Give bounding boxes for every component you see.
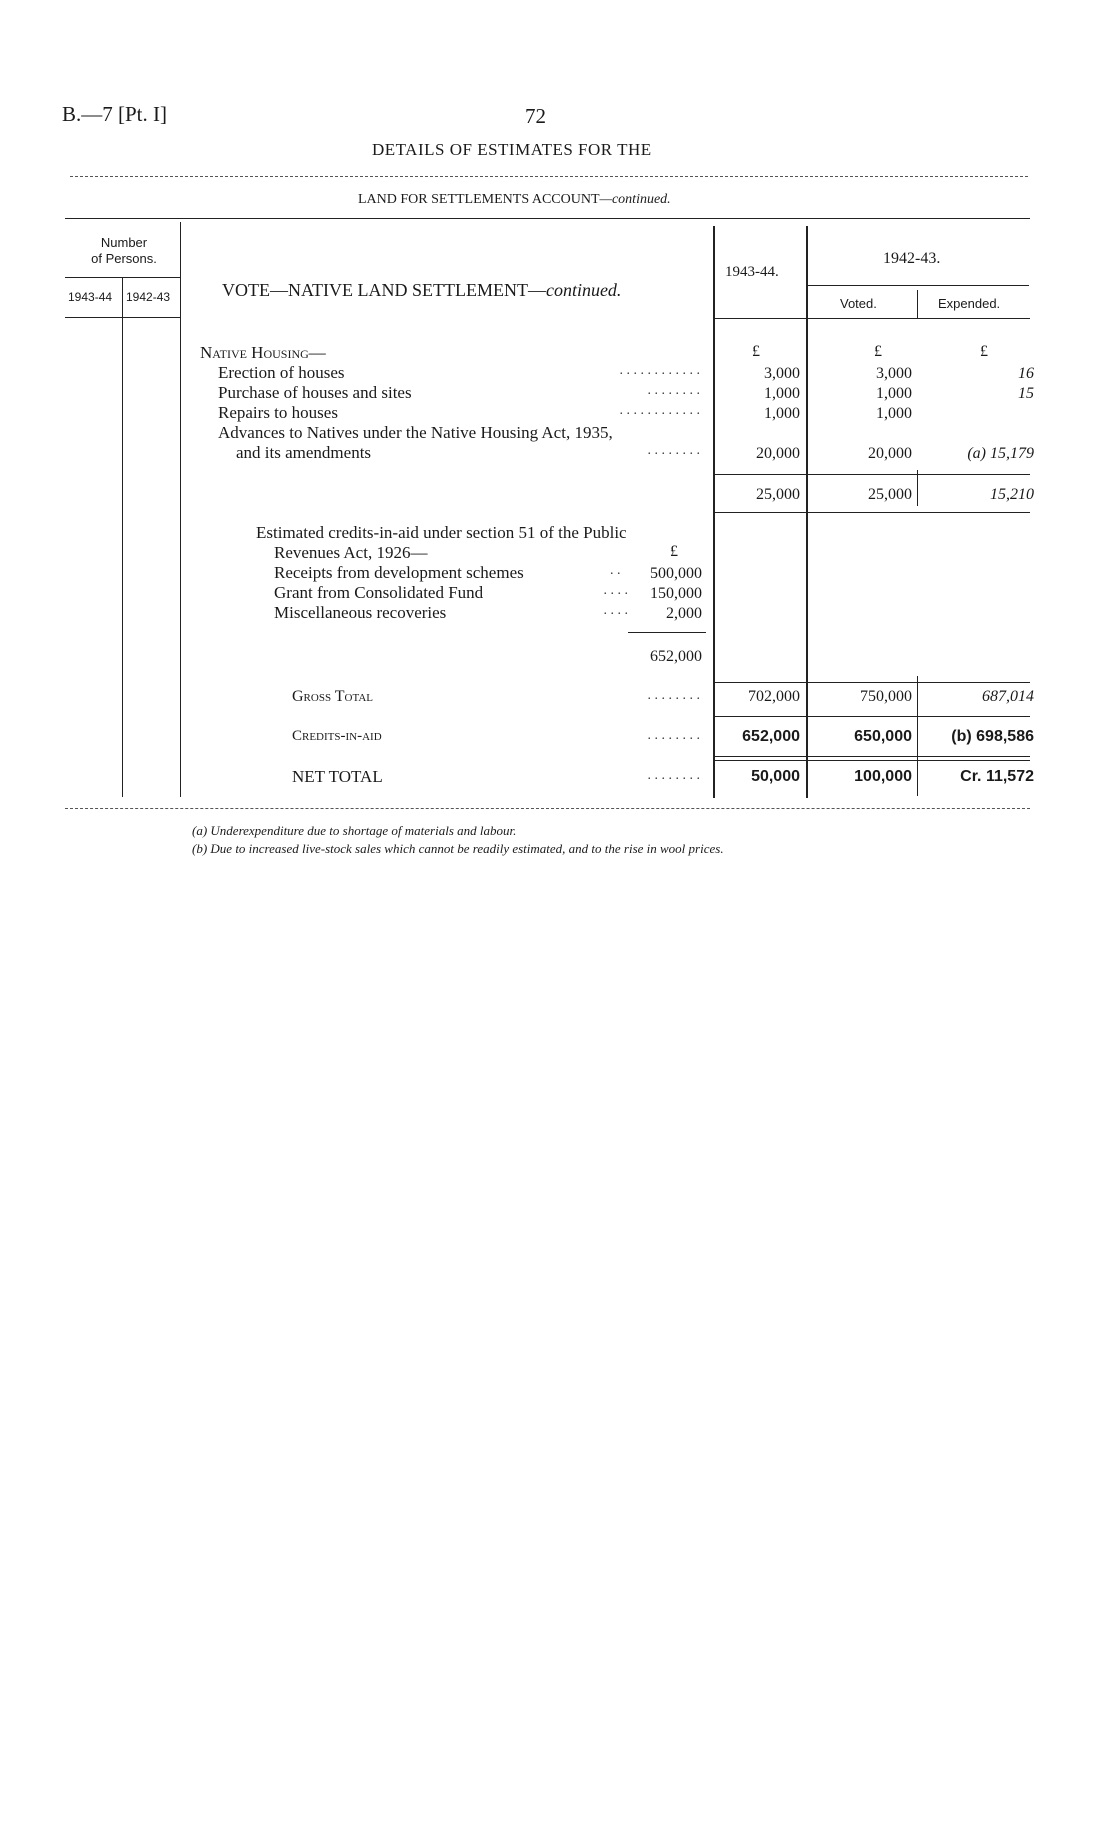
credits-in-aid-dots: . . . . . . . . xyxy=(647,728,700,743)
vote-title-main: VOTE—NATIVE LAND SETTLEMENT— xyxy=(222,280,546,300)
gross-total-top-rule xyxy=(714,682,1030,683)
net-total-top-rule-2 xyxy=(714,760,1030,761)
col-expended-left-3 xyxy=(917,676,918,796)
credits-in-aid-expended: (b) 698,586 xyxy=(951,728,1034,745)
currency-expended: £ xyxy=(980,343,988,360)
credits-in-aid-label: Credits-in-aid xyxy=(292,728,382,744)
item-label: Purchase of houses and sites xyxy=(218,383,412,402)
vote-title-suffix: continued. xyxy=(545,280,622,300)
table-head-bottom-rule xyxy=(714,318,1030,319)
col-voted-header: Voted. xyxy=(840,296,877,311)
item-dots: . . . . . . . . xyxy=(647,443,700,458)
page-reference: B.—7 [Pt. I] xyxy=(62,102,167,126)
gross-total-voted: 750,000 xyxy=(860,688,912,705)
item-expended: 16 xyxy=(1018,365,1034,382)
item-row-purchase xyxy=(218,383,412,403)
credits-in-aid-voted: 650,000 xyxy=(854,728,912,745)
credits-intro-1: Estimated credits-in-aid under section 51 of the Public xyxy=(256,523,627,542)
item-voted: 1,000 xyxy=(876,385,912,402)
persons-inner-divider xyxy=(122,278,123,797)
prev-year-rule xyxy=(807,285,1029,286)
persons-head-rule xyxy=(65,277,181,278)
subtotal-rule xyxy=(714,474,1030,475)
item-row-repairs xyxy=(218,403,338,423)
credits-total-top-rule xyxy=(714,716,1030,717)
subtotal-current: 25,000 xyxy=(756,486,800,503)
vote-title xyxy=(222,280,621,301)
subtotal-voted: 25,000 xyxy=(868,486,912,503)
persons-header xyxy=(70,235,178,267)
item-voted: 1,000 xyxy=(876,405,912,422)
persons-head-rule-2 xyxy=(65,317,181,318)
section-heading: Native Housing— xyxy=(200,343,326,362)
gross-total-expended: 687,014 xyxy=(982,688,1034,705)
item-current: 3,000 xyxy=(764,365,800,382)
item-current: 1,000 xyxy=(764,405,800,422)
page-number: 72 xyxy=(525,104,546,128)
item-label: and its amendments xyxy=(236,443,372,462)
credit-row-dots: . . . . xyxy=(603,603,628,618)
table-bottom-rule xyxy=(65,808,1030,809)
item-voted: 3,000 xyxy=(876,365,912,382)
item-label: Erection of houses xyxy=(218,363,345,382)
item-voted: 20,000 xyxy=(868,445,912,462)
credit-row-value: 150,000 xyxy=(650,585,702,602)
persons-label-1: Number xyxy=(100,235,148,250)
net-total-dots: . . . . . . . . xyxy=(647,768,700,783)
net-total-label: NET TOTAL xyxy=(292,767,383,786)
account-title xyxy=(358,192,671,208)
gross-total-label: Gross Total xyxy=(292,688,374,705)
persons-label-2: of Persons. xyxy=(91,251,157,266)
item-expended: (a) 15,179 xyxy=(967,445,1034,462)
gross-total-current: 702,000 xyxy=(748,688,800,705)
gross-total-dots: . . . . . . . . xyxy=(647,688,700,703)
account-name: LAND FOR SETTLEMENTS ACCOUNT xyxy=(358,192,600,207)
item-current: 1,000 xyxy=(764,385,800,402)
account-suffix: —continued. xyxy=(599,192,671,207)
col-expended-left xyxy=(917,290,918,318)
credits-currency: £ xyxy=(670,543,678,560)
page-title: DETAILS OF ESTIMATES FOR THE xyxy=(372,140,652,159)
col-current-header: 1943-44. xyxy=(725,264,779,280)
item-label: Advances to Natives under the Native Housing Act, 1935, xyxy=(218,423,613,442)
item-row-amendments xyxy=(236,443,371,463)
table-top-rule xyxy=(65,218,1030,219)
net-total-current: 50,000 xyxy=(751,768,800,785)
header-divider xyxy=(70,176,1028,177)
col-expended-left-2 xyxy=(917,470,918,506)
credits-in-aid-current: 652,000 xyxy=(742,728,800,745)
item-row-advances xyxy=(218,423,613,443)
subtotal-bottom-rule xyxy=(714,512,1030,513)
credits-sum-rule xyxy=(628,632,706,633)
subtotal-expended: 15,210 xyxy=(990,486,1034,503)
item-expended: 15 xyxy=(1018,385,1034,402)
credit-row-dots: . . . . xyxy=(603,583,628,598)
persons-col-1943: 1943-44 xyxy=(68,290,113,304)
credit-row-label: Receipts from development schemes xyxy=(274,563,524,582)
item-dots: . . . . . . . . . . . . xyxy=(619,363,700,378)
credit-row-value: 500,000 xyxy=(650,565,702,582)
credits-total: 652,000 xyxy=(650,648,702,665)
persons-divider xyxy=(180,222,181,797)
item-current: 20,000 xyxy=(756,445,800,462)
credit-row-label: Grant from Consolidated Fund xyxy=(274,583,484,602)
col-previous-header: 1942-43. xyxy=(883,250,941,267)
col-expended-header: Expended. xyxy=(938,296,1001,311)
net-total-expended: Cr. 11,572 xyxy=(960,768,1034,785)
persons-col-1942: 1942-43 xyxy=(126,290,171,304)
currency-voted: £ xyxy=(874,343,882,360)
credits-intro-2: Revenues Act, 1926— xyxy=(274,543,428,562)
item-row-erection xyxy=(218,363,345,383)
net-total-voted: 100,000 xyxy=(854,768,912,785)
item-dots: . . . . . . . . . . . . xyxy=(619,403,700,418)
item-label: Repairs to houses xyxy=(218,403,338,422)
net-total-top-rule xyxy=(714,756,1030,757)
footnote-a: (a) Underexpenditure due to shortage of materials and labour. xyxy=(192,823,517,838)
credit-row-label: Miscellaneous recoveries xyxy=(274,603,447,622)
credit-row-value: 2,000 xyxy=(666,605,702,622)
credit-row-dots: . . xyxy=(610,563,621,578)
footnote-b: (b) Due to increased live-stock sales which cannot be readily estimated, and to the rise in wool prices. xyxy=(192,841,724,856)
item-dots: . . . . . . . . xyxy=(647,383,700,398)
currency-current: £ xyxy=(752,343,760,360)
